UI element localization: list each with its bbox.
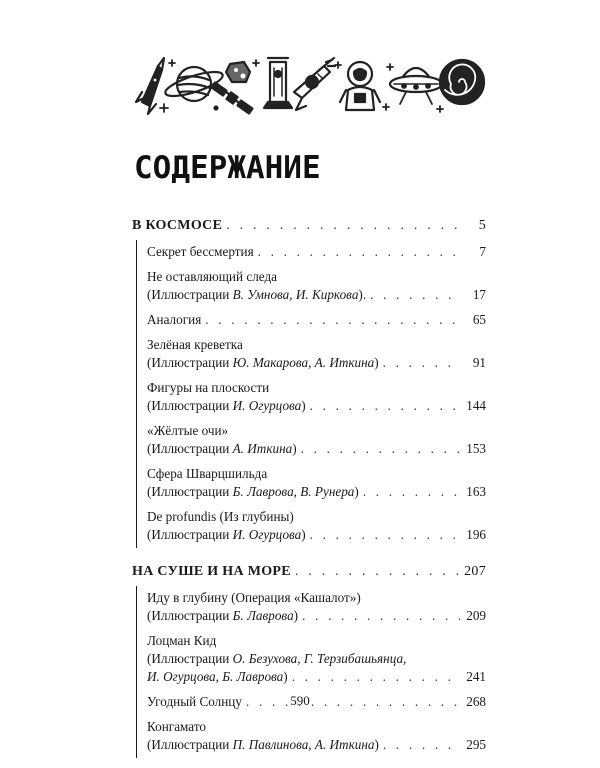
leader-dots bbox=[292, 668, 460, 686]
leader-dots bbox=[302, 607, 460, 625]
leader-dots bbox=[383, 354, 460, 372]
toc-entry[interactable] bbox=[147, 462, 486, 505]
toc-entry[interactable] bbox=[147, 505, 486, 548]
leader-dots bbox=[258, 243, 460, 261]
asteroid-icon bbox=[226, 62, 250, 82]
toc-entry[interactable] bbox=[147, 240, 486, 265]
toc-entry[interactable] bbox=[147, 715, 486, 758]
entry-illustrators: (Иллюстрации Б. Лаврова, В. Рунера) bbox=[147, 484, 359, 499]
leader-dots bbox=[310, 397, 460, 415]
entry-page-number: 144 bbox=[466, 398, 486, 413]
toc-entry[interactable] bbox=[147, 629, 486, 690]
leader-dots bbox=[301, 440, 460, 458]
leader-dots bbox=[363, 483, 460, 501]
entry-title: Иду в глубину (Операция «Кашалот») bbox=[147, 590, 361, 605]
raygun-icon bbox=[294, 58, 335, 110]
entry-title: De profundis (Из глубины) bbox=[147, 509, 294, 524]
entry-title: Фигуры на плоскости bbox=[147, 380, 270, 395]
toc-entry[interactable] bbox=[147, 586, 486, 629]
entry-page-number: 295 bbox=[466, 737, 486, 752]
section-page-number: 5 bbox=[478, 218, 486, 233]
entry-title: Лоцман Кид bbox=[147, 633, 217, 648]
planet-icon bbox=[163, 60, 225, 101]
entry-illustrators: И. Огурцова, Б. Лаврова) bbox=[147, 669, 288, 684]
ufo-icon bbox=[390, 68, 442, 104]
toc-entry[interactable] bbox=[147, 376, 486, 419]
section-entries bbox=[136, 240, 486, 548]
table-of-contents bbox=[132, 212, 486, 768]
entry-title: Секрет бессмертия bbox=[147, 244, 254, 259]
entry-page-number: 209 bbox=[466, 608, 486, 623]
entry-title: Сфера Шварцшильда bbox=[147, 466, 268, 481]
entry-title: Зелёная креветка bbox=[147, 337, 243, 352]
entry-page-number: 241 bbox=[466, 669, 486, 684]
toc-section bbox=[132, 558, 486, 758]
leader-dots bbox=[226, 212, 460, 240]
astronaut-icon bbox=[340, 62, 380, 110]
entry-page-number: 91 bbox=[472, 355, 486, 370]
entry-page-number: 7 bbox=[479, 244, 486, 259]
toc-entry[interactable] bbox=[147, 419, 486, 462]
entry-title: Угодный Солнцу bbox=[147, 694, 242, 709]
entry-title: Аналогия bbox=[147, 312, 202, 327]
entry-title: Конгамато bbox=[147, 719, 207, 734]
toc-entry[interactable] bbox=[147, 308, 486, 333]
section-title: В КОСМОСЕ bbox=[132, 218, 223, 233]
entry-illustrators-line: (Иллюстрации О. Безухова, Г. Терзибашьянца, bbox=[147, 651, 407, 666]
leader-dots bbox=[295, 558, 460, 586]
leader-dots bbox=[383, 736, 460, 754]
entry-illustrators: (Иллюстрации И. Огурцова) bbox=[147, 398, 306, 413]
section-heading[interactable] bbox=[132, 558, 486, 586]
entry-page-number: 196 bbox=[466, 527, 486, 542]
leader-dots bbox=[310, 526, 460, 544]
entry-title: Не оставляющий следа bbox=[147, 269, 278, 284]
entry-illustrators: (Иллюстрации Ю. Макарова, А. Иткина) bbox=[147, 355, 379, 370]
entry-page-number: 65 bbox=[472, 312, 486, 327]
capsule-icon bbox=[264, 58, 292, 108]
section-entries bbox=[136, 586, 486, 758]
entry-illustrators: (Иллюстрации В. Умнова, И. Киркова). bbox=[147, 287, 367, 302]
section-heading[interactable] bbox=[132, 212, 486, 240]
section-title: НА СУШЕ И НА МОРЕ bbox=[132, 564, 291, 579]
entry-illustrators: (Иллюстрации П. Павлинова, А. Иткина) bbox=[147, 737, 379, 752]
entry-page-number: 153 bbox=[466, 441, 486, 456]
galaxy-icon bbox=[440, 60, 484, 104]
decorative-icon-strip bbox=[128, 52, 490, 118]
entry-illustrators: (Иллюстрации А. Иткина) bbox=[147, 441, 297, 456]
entry-illustrators: (Иллюстрации И. Огурцова) bbox=[147, 527, 306, 542]
entry-illustrators: (Иллюстрации Б. Лаврова) bbox=[147, 608, 299, 623]
toc-entry[interactable] bbox=[147, 265, 486, 308]
leader-dots bbox=[205, 311, 460, 329]
toc-section bbox=[132, 212, 486, 548]
page-number: 590 bbox=[290, 693, 310, 708]
entry-title: «Жёлтые очи» bbox=[147, 423, 229, 438]
entry-page-number: 17 bbox=[472, 287, 486, 302]
toc-entry[interactable] bbox=[147, 333, 486, 376]
page-title: СОДЕРЖАНИЕ bbox=[134, 150, 321, 186]
section-page-number: 207 bbox=[464, 564, 486, 579]
entry-page-number: 163 bbox=[466, 484, 486, 499]
leader-dots bbox=[370, 286, 460, 304]
rocket-icon bbox=[136, 58, 164, 114]
entry-page-number: 268 bbox=[466, 694, 486, 709]
satellite-icon bbox=[212, 83, 253, 114]
